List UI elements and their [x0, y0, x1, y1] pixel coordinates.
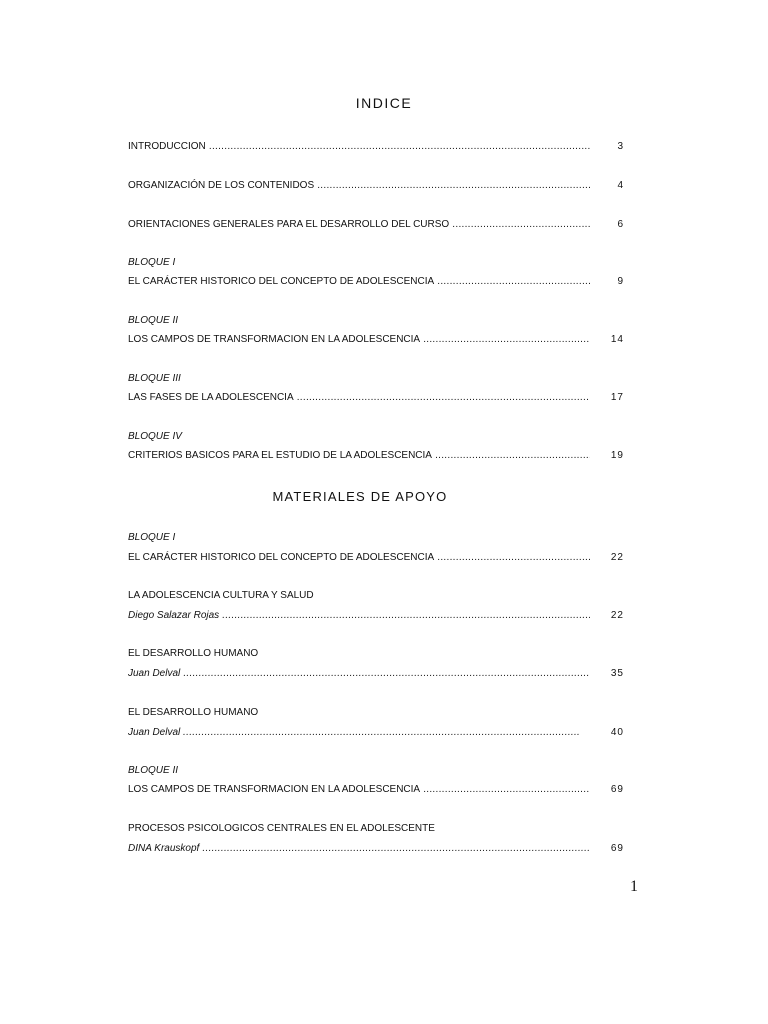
- toc-entry-text: LAS FASES DE LA ADOLESCENCIA .....: [128, 391, 590, 405]
- toc-entry-text: LOS CAMPOS DE TRANSFORMACION EN LA ADOLESCENCIA .....: [128, 333, 590, 347]
- materials-entry-page: 69: [610, 843, 624, 854]
- toc-entry-text: CRITERIOS BASICOS PARA EL ESTUDIO DE LA ADOLESCENCIA .....: [128, 449, 590, 463]
- toc-entry-text: INTRODUCCION .....: [128, 140, 590, 154]
- materials-heading: [128, 764, 624, 778]
- materials-heading: [128, 531, 624, 545]
- materials-entry-page: 22: [610, 610, 624, 621]
- toc-entry-text: ORGANIZACIÓN DE LOS CONTENIDOS .....: [128, 179, 590, 193]
- page-number: 1: [630, 878, 638, 895]
- materials-entry-page: 22: [610, 552, 624, 563]
- toc-entry: [128, 391, 624, 405]
- toc-entry-page: 14: [610, 334, 624, 345]
- materials-entry: [128, 842, 624, 856]
- materials-title: MATERIALES DE APOYO: [272, 489, 448, 504]
- toc-entry-text: ORIENTACIONES GENERALES PARA EL DESARROLLO DEL CURSO .....: [128, 218, 590, 232]
- toc-block-label-text: BLOQUE I: [128, 257, 176, 268]
- toc-entry-page: 6: [617, 219, 624, 230]
- toc-entry: [128, 218, 624, 232]
- materials-heading-text: LA ADOLESCENCIA CULTURA Y SALUD: [128, 590, 314, 601]
- materials-heading: [128, 706, 624, 720]
- toc-entry-page: 17: [610, 392, 624, 403]
- materials-entry-text: LOS CAMPOS DE TRANSFORMACION EN LA ADOLESCENCIA .....: [128, 783, 590, 797]
- toc-entry-text: EL CARÁCTER HISTORICO DEL CONCEPTO DE ADOLESCENCIA .....: [128, 275, 590, 289]
- materials-entry: [128, 726, 624, 740]
- materials-heading: [128, 589, 624, 603]
- materials-entry-page: 35: [610, 668, 624, 679]
- toc-entry: [128, 179, 624, 193]
- materials-entry-page: 69: [610, 784, 624, 795]
- materials-entry: [128, 609, 624, 623]
- materials-heading-text: EL DESARROLLO HUMANO: [128, 648, 259, 659]
- materials-entry: [128, 667, 624, 681]
- toc-block-label-text: BLOQUE IV: [128, 431, 182, 442]
- toc-entry: [128, 449, 624, 463]
- materials-heading: [128, 647, 624, 661]
- toc-entry-page: 19: [610, 450, 624, 461]
- toc-block-label-text: BLOQUE III: [128, 373, 181, 384]
- materials-entry: [128, 783, 624, 797]
- toc-block-label-text: BLOQUE II: [128, 315, 179, 326]
- toc-entry: [128, 275, 624, 289]
- materials-entry-text: Juan Delval .....: [128, 726, 580, 740]
- materials-entry-text: Juan Delval .....: [128, 667, 590, 681]
- toc-entry-page: 9: [617, 276, 624, 287]
- materials-heading-text: EL DESARROLLO HUMANO: [128, 707, 259, 718]
- materials-entry-text: Diego Salazar Rojas .....: [128, 609, 590, 623]
- materials-heading-text: BLOQUE I: [128, 532, 176, 543]
- toc-block-label: [128, 430, 624, 444]
- toc-block-label: [128, 256, 624, 270]
- materials-heading: [128, 822, 624, 836]
- toc-entry-page: 4: [617, 180, 624, 191]
- toc-block-label: [128, 372, 624, 386]
- materials-entry: [128, 551, 624, 565]
- materials-heading-text: PROCESOS PSICOLOGICOS CENTRALES EN EL ADOLESCENTE: [128, 823, 435, 834]
- materials-entry-text: EL CARÁCTER HISTORICO DEL CONCEPTO DE ADOLESCENCIA .....: [128, 551, 590, 565]
- toc-entry-page: 3: [617, 141, 624, 152]
- toc-block-label: [128, 314, 624, 328]
- materials-entry-page: 40: [610, 727, 624, 738]
- materials-entry-text: DINA Krauskopf .....: [128, 842, 590, 856]
- toc-entry: [128, 140, 624, 154]
- toc-entry: [128, 333, 624, 347]
- index-title: INDICE: [355, 95, 413, 111]
- materials-heading-text: BLOQUE II: [128, 765, 179, 776]
